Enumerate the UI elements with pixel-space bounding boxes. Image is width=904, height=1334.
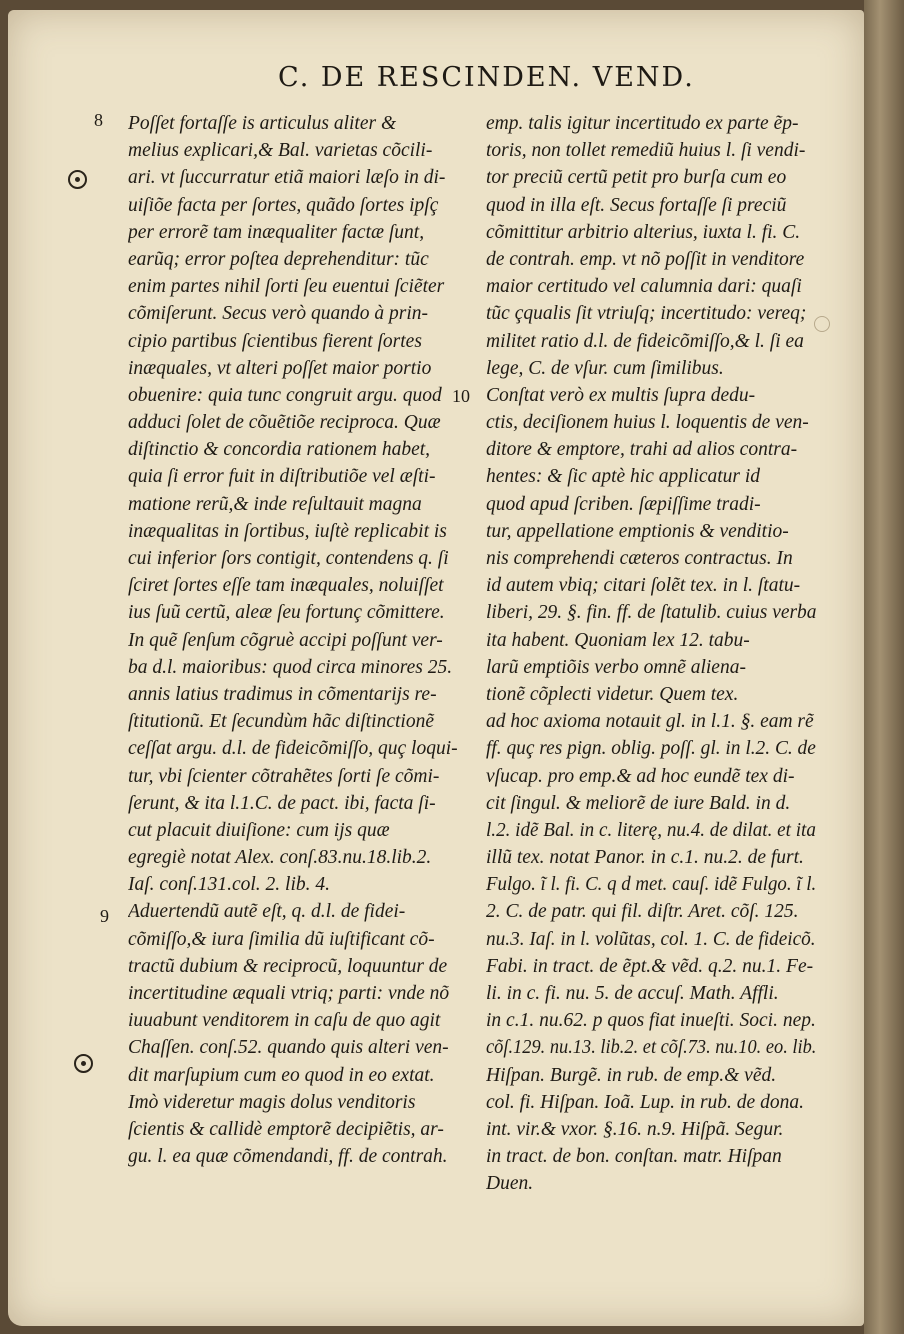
text-line: nis comprehendi cæteros contractus. In — [486, 548, 793, 569]
text-line: enim partes nihil ſorti ſeu euentui ſciẽter — [128, 276, 445, 298]
right-text-column — [486, 110, 816, 1198]
text-line: Fulgo. ĩ l. fi. C. q d met. cauſ. idẽ Fulgo. ĩ l. — [486, 874, 816, 896]
text-line: quod in illa eſt. Secus fortaſſe ſi preciũ — [486, 194, 787, 216]
text-line: ius ſuũ certũ, aleæ ſeu fortunç cõmittere. — [128, 602, 445, 624]
text-line: ctis, deciſionem huius l. loquentis de ven- — [486, 412, 809, 434]
text-line: ari. vt ſuccurratur etiã maiori læſo in di- — [128, 167, 446, 189]
text-line: int. vir.& vxor. §.16. n.9. Hiſpã. Segur. — [486, 1118, 784, 1140]
left-text-column — [128, 110, 458, 1170]
adjacent-page-edge — [864, 0, 904, 1334]
text-line: emp. talis igitur incertitudo ex parte ẽp- — [486, 113, 799, 134]
text-line: ſcientis & callidè emptorẽ decipiẽtis, ar- — [128, 1118, 444, 1140]
text-line: quia ſi error fuit in diſtributiõe vel æſti- — [128, 466, 436, 488]
text-line: adduci ſolet de cõuẽtiõe reciproca. Quæ — [128, 412, 441, 434]
text-line: Imò videretur magis dolus venditoris — [128, 1091, 416, 1113]
text-line: cõſ.129. nu.13. lib.2. et cõſ.73. nu.10. eo. lib. — [486, 1037, 816, 1059]
running-header: C. DE RESCINDEN. VEND. — [278, 62, 695, 93]
text-line: Hiſpan. Burgẽ. in rub. de emp.& vẽd. — [486, 1064, 777, 1086]
text-line: cui inferior ſors contigit, contendens q. ſi — [128, 548, 449, 569]
bleed-through-circle-icon — [814, 316, 830, 332]
text-line: ceſſat argu. d.l. de fideicõmiſſo, quç loqui- — [128, 738, 458, 760]
text-line: obuenire: quia tunc congruit argu. quod — [128, 384, 442, 406]
section-number-9: 9 — [100, 906, 109, 926]
text-line: Duen. — [486, 1173, 534, 1195]
text-line: ad hoc axioma notauit gl. in l.1. §. eam rẽ — [486, 711, 814, 733]
text-line: annis latius tradimus in cõmentarijs re- — [128, 683, 437, 705]
text-line: lege, C. de vſur. cum ſimilibus. — [486, 357, 724, 379]
text-line: Aduertendũ autẽ eſt, q. d.l. de fidei- — [128, 901, 406, 923]
text-line: cõmiſſo,& iura ſimilia dũ iuſtificant cõ- — [128, 928, 435, 950]
text-line: gu. l. ea quæ cõmendandi, ff. de contrah. — [128, 1146, 448, 1168]
text-line: vſucap. pro emp.& ad hoc eundẽ tex di- — [486, 765, 795, 787]
text-line: cut placuit diuiſione: cum ijs quæ — [128, 819, 390, 841]
text-line: tũc çqualis ſit vtriuſq; incertitudo: vereq; — [486, 303, 807, 325]
text-line: tionẽ cõplecti videtur. Quem tex. — [486, 683, 739, 705]
text-line: ſerunt, & ita l.1.C. de pact. ibi, facta ſi- — [128, 792, 436, 814]
text-line: per errorẽ tam inæqualiter factæ ſunt, — [128, 221, 425, 243]
text-line: Fabi. in tract. de ẽpt.& vẽd. q.2. nu.1. Fe- — [486, 955, 814, 977]
text-line: In quẽ ſenſum cõgruè accipi poſſunt ver- — [128, 629, 443, 651]
text-line: cõmittitur arbitrio alterius, iuxta l. fi. C. — [486, 221, 801, 243]
text-line: melius explicari,& Bal. varietas cõcili- — [128, 140, 433, 162]
text-line: diſtinctio & concordia rationem habet, — [128, 439, 431, 461]
text-line: ſtitutionũ. Et ſecundùm hãc diſtinctionẽ — [128, 711, 434, 733]
text-line: inæquales, vt alteri poſſet maior portio — [128, 357, 432, 379]
text-line: ba d.l. maioribus: quod circa minores 25. — [128, 656, 453, 678]
text-line: l.2. idẽ Bal. in c. literę, nu.4. de dilat. et ita — [486, 819, 816, 841]
text-line: ita habent. Quoniam lex 12. tabu- — [486, 629, 750, 651]
text-line: id autem vbiq; citari ſolẽt tex. in l. ſtatu- — [486, 575, 801, 597]
text-line: larũ emptiõis verbo omnẽ aliena- — [486, 656, 746, 678]
text-line: col. fi. Hiſpan. Ioã. Lup. in rub. de dona. — [486, 1091, 804, 1113]
text-line: tur, appellatione emptionis & venditio- — [486, 520, 789, 542]
text-line: militet ratio d.l. de fideicõmiſſo,& l. ſi ea — [486, 330, 804, 352]
text-line: ditore & emptore, trahi ad alios contra- — [486, 439, 798, 461]
text-line: hentes: & ſic aptè hic applicatur id — [486, 466, 761, 488]
text-line: in c.1. nu.62. p quos fiat inueſti. Soci. nep. — [486, 1010, 816, 1032]
text-line: uiſiõe facta per ſortes, quãdo ſortes ipſç — [128, 194, 439, 216]
section-number-10: 10 — [452, 386, 470, 406]
text-line: iuuabunt venditorem in caſu de quo agit — [128, 1010, 441, 1032]
text-line: earũq; error poſtea deprehenditur: tũc — [128, 248, 429, 270]
text-line: liberi, 29. §. fin. ff. de ſtatulib. cuius verba — [486, 602, 816, 624]
text-line: illũ tex. notat Panor. in c.1. nu.2. de furt. — [486, 847, 804, 869]
text-line: tur, vbi ſcienter cõtrahẽtes ſorti ſe cõmi- — [128, 765, 440, 787]
text-line: tor preciũ certũ petit pro burſa cum eo — [486, 167, 787, 189]
text-line: matione rerũ,& inde reſultauit magna — [128, 493, 422, 515]
text-line: Iaſ. conſ.131.col. 2. lib. 4. — [128, 874, 331, 896]
text-line: maior certitudo vel calumnia dari: quaſi — [486, 276, 802, 298]
text-line: in tract. de bon. conſtan. matr. Hiſpan — [486, 1146, 782, 1168]
text-line: incertitudine æquali vtriq; parti: vnde nõ — [128, 983, 450, 1004]
book-page — [8, 10, 864, 1326]
text-line: tractũ dubium & reciprocũ, loquuntur de — [128, 955, 448, 977]
margin-annotation-circle-icon — [68, 170, 87, 189]
text-line: ſciret ſortes eſſe tam inæquales, noluiſſet — [128, 575, 444, 597]
text-line: cõmiſerunt. Secus verò quando à prin- — [128, 303, 429, 325]
text-line: Chaſſen. conſ.52. quando quis alteri ven- — [128, 1037, 449, 1059]
text-line: li. in c. fi. nu. 5. de accuſ. Math. Affli. — [486, 983, 779, 1004]
margin-annotation-circle-icon — [74, 1054, 93, 1073]
text-line: cit ſingul. & meliorẽ de iure Bald. in d. — [486, 792, 791, 814]
text-line: inæqualitas in ſortibus, iuſtè replicabit is — [128, 520, 447, 542]
text-line: ff. quç res pign. oblig. poſſ. gl. in l.2. C. de — [486, 738, 816, 760]
text-line: de contrah. emp. vt nõ poſſit in venditore — [486, 248, 805, 270]
text-line: Poſſet fortaſſe is articulus aliter & — [128, 113, 397, 134]
text-line: dit marſupium cum eo quod in eo extat. — [128, 1064, 435, 1086]
text-line: 2. C. de patr. qui fil. diſtr. Aret. cõſ. 125. — [486, 901, 799, 923]
section-number-8: 8 — [94, 110, 103, 130]
text-line: toris, non tollet remediũ huius l. ſi vendi- — [486, 140, 806, 162]
text-line: egregiè notat Alex. conſ.83.nu.18.lib.2. — [128, 847, 432, 869]
text-line: nu.3. Iaſ. in l. volũtas, col. 1. C. de fideicõ. — [486, 928, 816, 950]
text-line: quod apud ſcriben. ſæpiſſime tradi- — [486, 493, 761, 515]
text-line: Conſtat verò ex multis ſupra dedu- — [486, 384, 756, 406]
text-line: cipio partibus ſcientibus fierent ſortes — [128, 330, 422, 352]
